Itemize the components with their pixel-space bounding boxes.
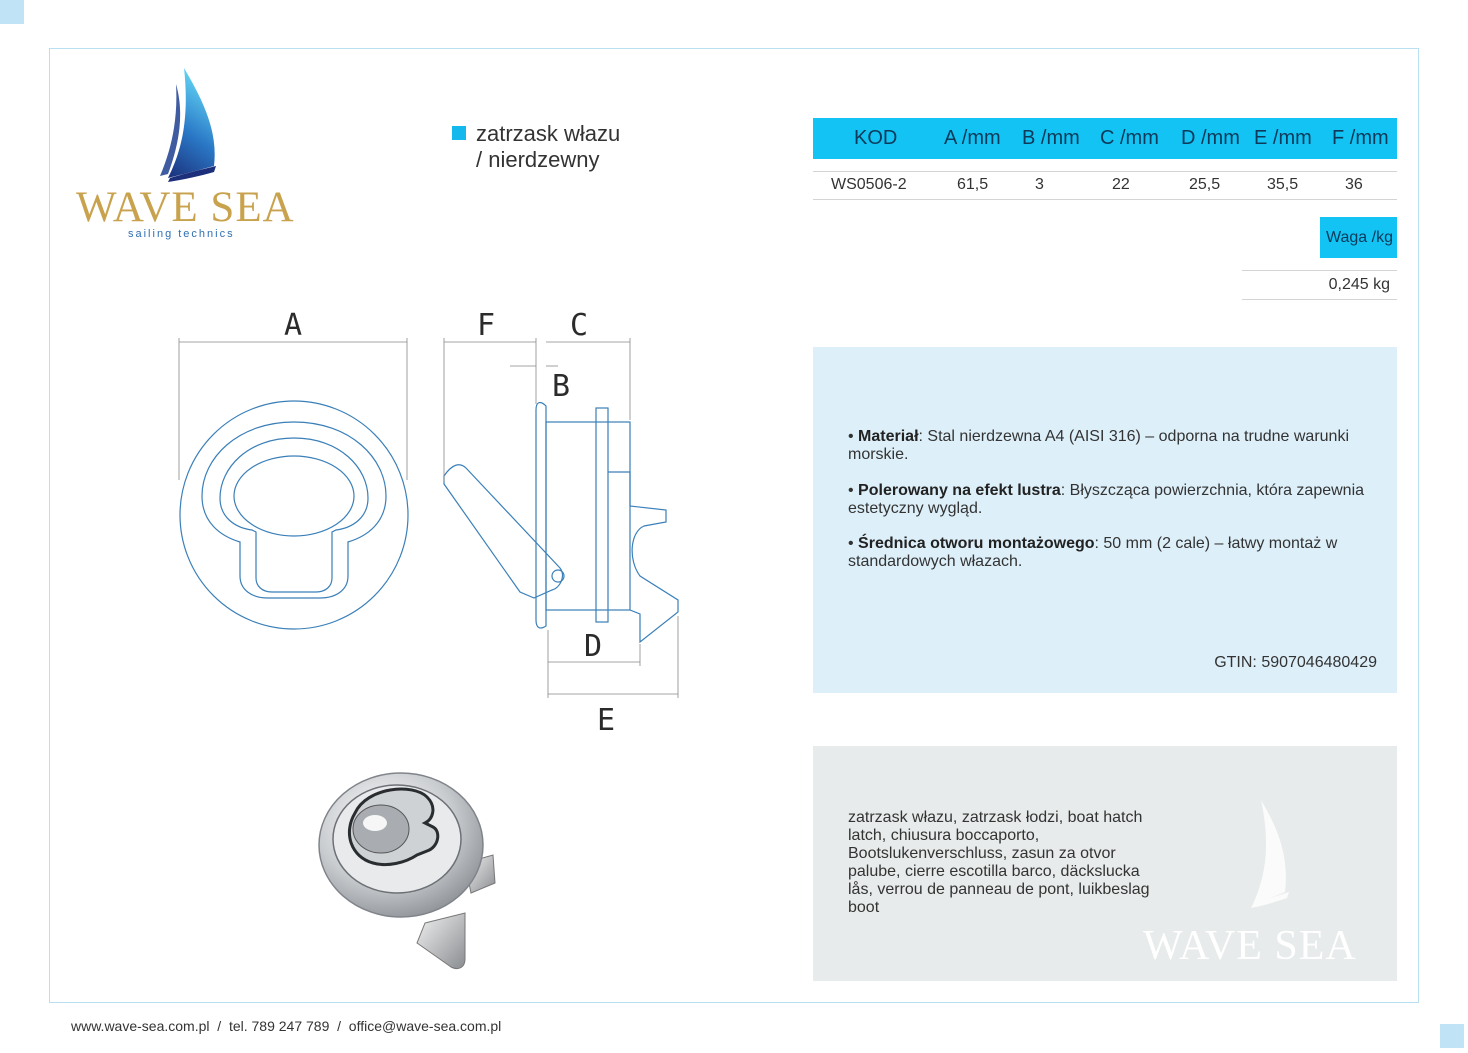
technical-drawing: [160, 300, 700, 740]
description-item-text: : 50 mm (2 cale) – łatwy montaż w standardowych włazach.: [848, 535, 1338, 570]
product-photo: [315, 763, 515, 973]
logo-tagline: sailing technics: [128, 228, 235, 240]
weight-row-bottom-border: [1242, 299, 1397, 300]
description-item-label: Średnica otworu montażowego: [858, 535, 1095, 552]
gtin-code: GTIN: 5907046480429: [1214, 654, 1377, 671]
weight-value: 0,245 kg: [1328, 276, 1390, 293]
spec-table-header: [813, 118, 1397, 159]
spec-header-e: E /mm: [1254, 127, 1312, 149]
logo-wordmark: WAVE SEA: [76, 184, 295, 231]
spec-cell-c: 22: [1112, 176, 1130, 193]
side-view-drawing: [444, 403, 678, 642]
spec-header-f: F /mm: [1332, 127, 1389, 149]
dimension-label-b: B: [552, 369, 571, 404]
corner-marker-top-left: [0, 0, 24, 24]
weight-header-label: Waga /kg: [1326, 229, 1393, 246]
keywords-text: zatrzask włazu, zatrzask łodzi, boat hatch latch, chiusura boccaporto, Bootslukenverschluss, zasun za otvor palube, cierre escotilla barco, däckslucka lås, verrou de panneau de pont, luikbeslag boot: [848, 809, 1150, 916]
spec-cell-kod: WS0506-2: [831, 176, 907, 193]
description-item-text: : Błyszcząca powierzchnia, która zapewnia estetyczny wygląd.: [848, 482, 1365, 517]
dimension-label-d: D: [584, 629, 603, 664]
title-square-bullet-icon: [452, 126, 466, 140]
spec-cell-e: 35,5: [1267, 176, 1299, 193]
spec-header-a: A /mm: [944, 127, 1001, 149]
spec-header-d: D /mm: [1181, 127, 1240, 149]
dimension-label-f: F: [477, 308, 496, 343]
watermark-sail-icon: [1213, 796, 1323, 936]
spec-header-b: B /mm: [1022, 127, 1080, 149]
description-item-label: Materiał: [858, 428, 919, 445]
spec-row-bottom-border: [813, 199, 1397, 200]
product-title-line1: zatrzask włazu: [476, 121, 621, 146]
spec-cell-b: 3: [1035, 176, 1044, 193]
watermark-wordmark: WAVE SEA: [1143, 923, 1357, 969]
description-item-text: : Stal nierdzewna A4 (AISI 316) – odporna na trudne warunki morskie.: [848, 428, 1349, 463]
weight-header: [1320, 217, 1397, 258]
spec-header-kod: KOD: [854, 127, 898, 149]
product-title-line2: / nierdzewny: [476, 147, 600, 172]
dimension-label-a: A: [284, 308, 303, 343]
keywords-panel: [813, 746, 1397, 981]
spec-header-c: C /mm: [1100, 127, 1159, 149]
weight-row-top-border: [1242, 270, 1397, 271]
dimension-label-e: E: [597, 703, 616, 738]
spec-cell-d: 25,5: [1189, 176, 1221, 193]
description-item-material: • Materiał: Stal nierdzewna A4 (AISI 316) – odporna na trudne warunki morskie.: [848, 428, 1349, 463]
footer-contact: www.wave-sea.com.pl / tel. 789 247 789 / office@wave-sea.com.pl: [71, 1018, 502, 1034]
front-view-drawing: [180, 401, 408, 629]
spec-row-top-border: [813, 171, 1397, 172]
dimension-label-c: C: [570, 308, 589, 343]
description-item-hole-diameter: • Średnica otworu montażowego: 50 mm (2 cale) – łatwy montaż w standardowych włazach.: [848, 535, 1338, 570]
spec-cell-f: 36: [1345, 176, 1363, 193]
corner-marker-bottom-right: [1440, 1024, 1464, 1048]
description-panel: [813, 347, 1397, 693]
description-item-label: Polerowany na efekt lustra: [858, 482, 1061, 499]
spec-cell-a: 61,5: [957, 176, 989, 193]
description-item-finish: • Polerowany na efekt lustra: Błyszcząca powierzchnia, która zapewnia estetyczny wygląd.: [848, 482, 1365, 517]
